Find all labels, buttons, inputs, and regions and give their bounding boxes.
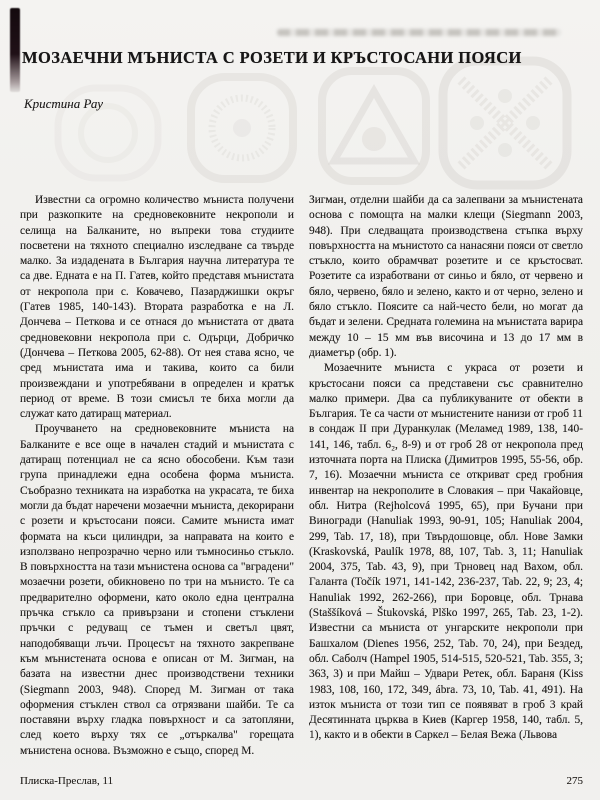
footer-page-number: 275: [566, 775, 583, 787]
page-footer: [20, 775, 583, 787]
footer-journal-title: Плиска-Преслав, 11: [20, 775, 114, 787]
body-text: [20, 193, 583, 775]
author-name: Кристина Рау: [24, 96, 104, 111]
paragraph-2: Проучването на средновековните мъниста на Балканите е все още в начален стадий и мънистата с датиращ потенциал не са ясно обособени. Към тази група принадлежи една особена форма мъниста. Съобразно техниката на изработка на украсата, те биха могли да бъдат наречени мозаечни мъниста, декорирани с розети и кръстосани пояси. Самите мъниста имат формата на къси цилиндри, за направата на които е използвано непрозрачно черно или тъмносиньо стъкло. В повърхността на тази мънистена основа са "вградени" мозаечни розети, обикновено по три на мънисто. Те са предварително оформени, като около една централна пръчка стъкло са привързани и стопени стъклени пръчки с редуващ се тъмен и светъл цвят, наподобяващи лъчи. Процесът на тяхното закрепване към мънистената основа е описан от М. Зигман, на базата на известни днес производствени техники (Siegmann 2003, 948). Според М. Зигман от така оформения стъклен ствол са отрязвани шайби. Те са поставяни върху гладка повърхност и са затопляни, след което върху тях се „отъркалва" горещата мънистена основа. Възможно е също, според М.: [20, 423, 294, 757]
page-title: МОЗАЕЧНИ МЪНИСТА С РОЗЕТИ И КРЪСТОСАНИ ПОЯСИ: [22, 48, 522, 67]
paragraph-1: Известни са огромно количество мъниста получени при разкопките на средновековните некрополи и селища на Балканите, но въпреки това студиите посветени на тяхното специално изследване са твърде малко. За издадената в България научна литература те са две. Едната е на П. Гатев, който представя мънистата от некропола при с. Ковачево, Пазарджишки окръг (Гатев 1985, 140-143). Втората разработка е на Л. Дончева – Петкова и се отнася до мънистата от двата средновековни некропола при с. Одърци, Добричко (Дончева – Петкова 2005, 62-88). От нея става ясно, че сред мънистата има и такива, които са били произвеждани и употребявани в определен и кратък период от време. В този смисъл те биха могли да служат като датиращ материал.: [20, 194, 294, 421]
paragraph-2-continued: Зигман, отделни шайби да са залепвани за мънистената основа с помощта на малки клещи (Siegmann 2003, 948). При следващата производствена стъпка върху повърхността на мънистото са нанасяни пояси от светло стъкло, които обрамчват розетите и се кръстосват. Розетите са изработвани от синьо и бяло, от червено и бяло, червено, бяло и зелено, както и от черно, зелено и бяло стъкло. Поясите са най-често бели, но могат да бъдат и зелени. Средната големина на мънистата варира между 10 – 15 мм във височина и 13 до 17 мм в диаметър (обр. 1).: [309, 194, 583, 359]
text-column-right: [309, 193, 583, 775]
paragraph-3: Мозаечните мъниста с украса от розети и кръстосани пояси са представени със сравнително малко примери. Два са публикуваните от обекти в България. Те са части от мънистените нанизи от гроб 11 в сондаж II при Дуранкулак (Меламед 1989, 138, 140-141, 146, табл. 6₂, 8-9) и от гроб 28 от некропола пред източната порта на Плиска (Димитров 1995, 55-56, обр. 7, 16). Мозаечни мъниста се откриват сред гробния инвентар на некрополите в Словакия – при Чакайовце, обл. Нитра (Rejholcová 1995, 65), при Бучани при Виногради (Hanuliak 1993, 90-91, 105; Hanuliak 2004, 299, Tab. 17, 18), при Твърдошовце, обл. Нове Замки (Kraskovská, Paulík 1978, 88, 107, Tab. 3, 11; Hanuliak 2004, 375, Tab. 43, 9), при Трновец над Вахом, обл. Галанта (Točík 1971, 141-142, 236-237, Tab. 22, 9; 23, 4; Hanuliak 1992, 262-266), при Боровце, обл. Трнава (Staššíková – Štukovská, Plško 1997, 265, Tab. 23, 1-2). Известни са мъниста от унгарските некрополи при Башхалом (Dienes 1956, 252, Tab. 70, 24), при Бездед, обл. Саболч (Hampel 1905, 514-515, 520-521, Tab. 355, 3; 363, 3) и при Майш – Удвари Ретек, обл. Бараня (Kiss 1983, 108, 160, 172, 349, ábra. 73, 10, Tab. 41, 491). На изток мъниста от този тип се появяват в гроб 3 край Десятинната църква в Киев (Каргер 1958, 140, табл. 5, 1), както и в обекти в Саркел – Белая Вежа (Львова: [309, 362, 583, 742]
text-column-left: [20, 193, 294, 775]
